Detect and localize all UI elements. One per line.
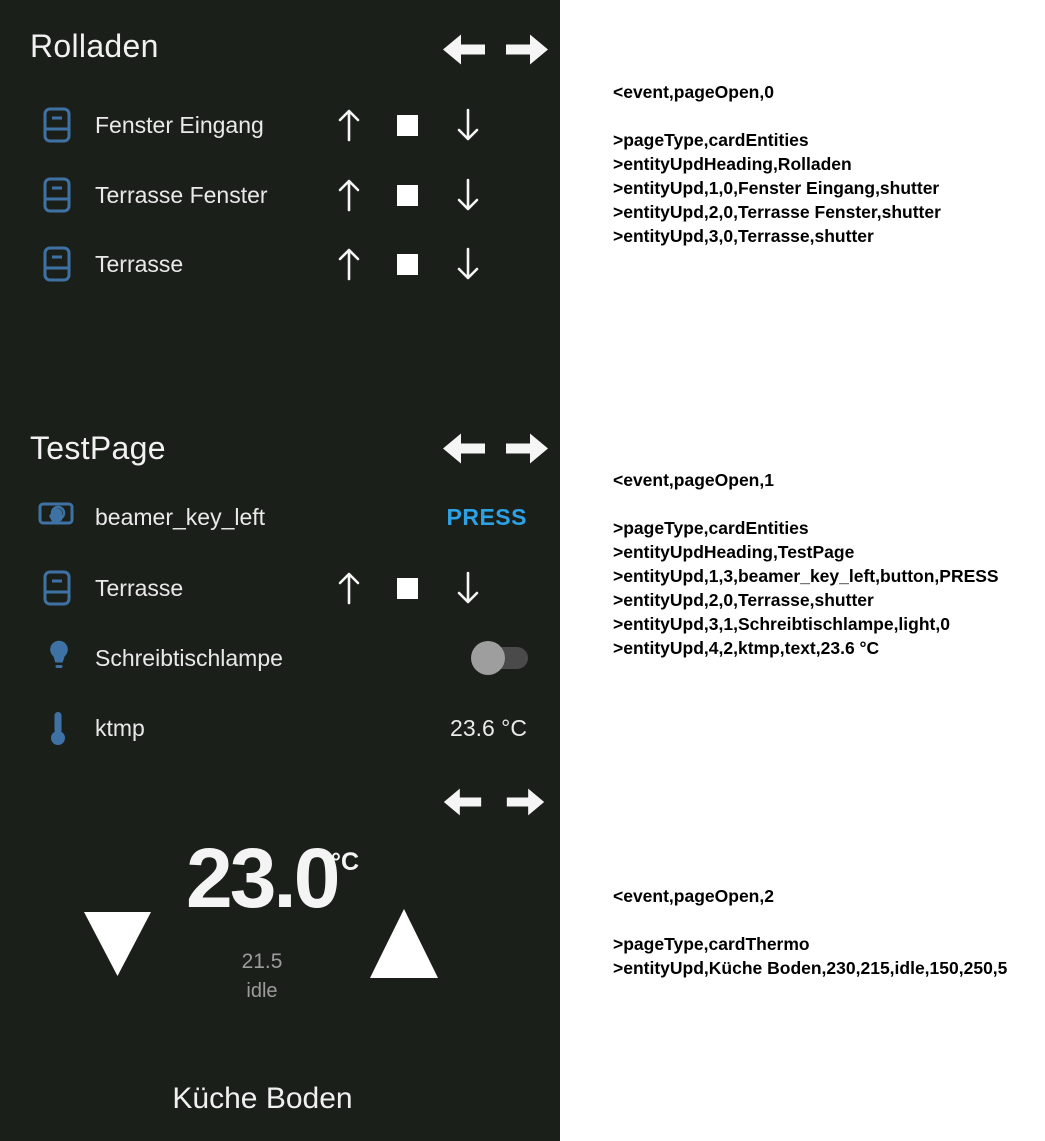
temperature-value: 23.6 °C <box>450 715 527 741</box>
entity-label: Terrasse <box>95 251 184 277</box>
arrow-right-icon <box>504 31 550 68</box>
arrow-up-icon <box>336 246 362 282</box>
arrow-right-icon <box>505 786 546 818</box>
temp-decrease-button[interactable] <box>82 910 153 978</box>
nav-prev-button[interactable] <box>441 430 487 467</box>
arrow-down-icon <box>455 177 481 213</box>
shutter-down-button[interactable] <box>455 177 481 213</box>
entity-label: ktmp <box>95 715 145 741</box>
log-line <box>613 908 1038 932</box>
shutter-up-button[interactable] <box>336 177 362 213</box>
triangle-down-icon <box>82 910 153 978</box>
nav-prev-button[interactable] <box>441 31 487 68</box>
shutter-up-button[interactable] <box>336 107 362 143</box>
card-thermo <box>0 770 560 1141</box>
shutter-down-button[interactable] <box>455 107 481 143</box>
shutter-icon <box>43 177 71 218</box>
entity-label: Schreibtischlampe <box>95 645 283 671</box>
light-toggle-switch[interactable] <box>471 641 529 675</box>
shutter-stop-button[interactable] <box>397 185 418 206</box>
thermometer-icon <box>49 710 67 751</box>
temperature-unit: °C <box>331 848 360 876</box>
log-line: >entityUpdHeading,Rolladen <box>613 154 852 174</box>
log-line: <event,pageOpen,1 <box>613 470 774 490</box>
target-temperature: 21.5 <box>241 950 283 973</box>
shutter-up-button[interactable] <box>336 570 362 606</box>
arrow-down-icon <box>455 107 481 143</box>
entity-row-schreibtischlampe <box>0 628 560 688</box>
entity-row-beamer-key-left <box>0 487 560 547</box>
shutter-down-button[interactable] <box>455 246 481 282</box>
page-title: TestPage <box>30 430 166 466</box>
nav-next-button[interactable] <box>504 430 550 467</box>
log-line: >entityUpd,3,1,Schreibtischlampe,light,0 <box>613 614 950 634</box>
nav-next-button[interactable] <box>504 31 550 68</box>
entity-row-ktmp <box>0 698 560 758</box>
entity-row-terrasse <box>0 558 560 618</box>
thermostat-name: Küche Boden <box>172 1082 353 1115</box>
log-line: >entityUpdHeading,TestPage <box>613 542 855 562</box>
log-line: >entityUpd,3,0,Terrasse,shutter <box>613 226 874 246</box>
log-line: >pageType,cardEntities <box>613 518 809 538</box>
log-line <box>613 492 1038 516</box>
shutter-stop-button[interactable] <box>397 254 418 275</box>
arrow-left-icon <box>442 786 483 818</box>
arrow-up-icon <box>336 570 362 606</box>
arrow-down-icon <box>455 570 481 606</box>
log-block-page0 <box>613 80 1038 248</box>
log-line: >entityUpd,Küche Boden,230,215,idle,150,250,5 <box>613 958 1008 978</box>
log-block-page2 <box>613 884 1038 980</box>
shutter-icon <box>43 246 71 287</box>
card-testpage <box>0 400 560 770</box>
log-line: >pageType,cardThermo <box>613 934 810 954</box>
shutter-down-button[interactable] <box>455 570 481 606</box>
shutter-icon <box>43 107 71 148</box>
log-line: >entityUpd,1,3,beamer_key_left,button,PRESS <box>613 566 999 586</box>
entity-label: beamer_key_left <box>95 504 266 530</box>
log-line <box>613 104 1038 128</box>
log-line: >entityUpd,1,0,Fenster Eingang,shutter <box>613 178 940 198</box>
light-bulb-icon <box>46 639 72 679</box>
nav-prev-button[interactable] <box>442 786 483 818</box>
log-line: >entityUpd,2,0,Terrasse Fenster,shutter <box>613 202 941 222</box>
nav-next-button[interactable] <box>505 786 546 818</box>
arrow-left-icon <box>441 31 487 68</box>
arrow-left-icon <box>441 430 487 467</box>
log-line: >entityUpd,4,2,ktmp,text,23.6 °C <box>613 638 880 658</box>
entity-label: Fenster Eingang <box>95 112 264 138</box>
entity-label: Terrasse <box>95 575 184 601</box>
entity-label: Terrasse Fenster <box>95 182 268 208</box>
log-line: >entityUpd,2,0,Terrasse,shutter <box>613 590 874 610</box>
shutter-stop-button[interactable] <box>397 115 418 136</box>
arrow-down-icon <box>455 246 481 282</box>
entity-row-terrasse-fenster <box>0 165 560 225</box>
entity-row-fenster-eingang <box>0 95 560 155</box>
arrow-right-icon <box>504 430 550 467</box>
current-temperature: 23.0 <box>186 831 338 925</box>
arrow-up-icon <box>336 107 362 143</box>
card-rolladen <box>0 0 560 400</box>
log-line: <event,pageOpen,0 <box>613 82 774 102</box>
log-line: <event,pageOpen,2 <box>613 886 774 906</box>
entity-row-terrasse <box>0 234 560 294</box>
gesture-tap-button-icon <box>38 501 74 538</box>
log-block-page1 <box>613 468 1038 660</box>
page-title: Rolladen <box>30 28 159 64</box>
shutter-stop-button[interactable] <box>397 578 418 599</box>
triangle-up-icon <box>368 907 440 980</box>
arrow-up-icon <box>336 177 362 213</box>
temp-increase-button[interactable] <box>368 907 440 980</box>
log-line: >pageType,cardEntities <box>613 130 809 150</box>
hvac-state: idle <box>246 980 278 1002</box>
shutter-icon <box>43 570 71 611</box>
shutter-up-button[interactable] <box>336 246 362 282</box>
press-button[interactable]: PRESS <box>446 504 527 530</box>
toggle-knob <box>471 641 505 675</box>
